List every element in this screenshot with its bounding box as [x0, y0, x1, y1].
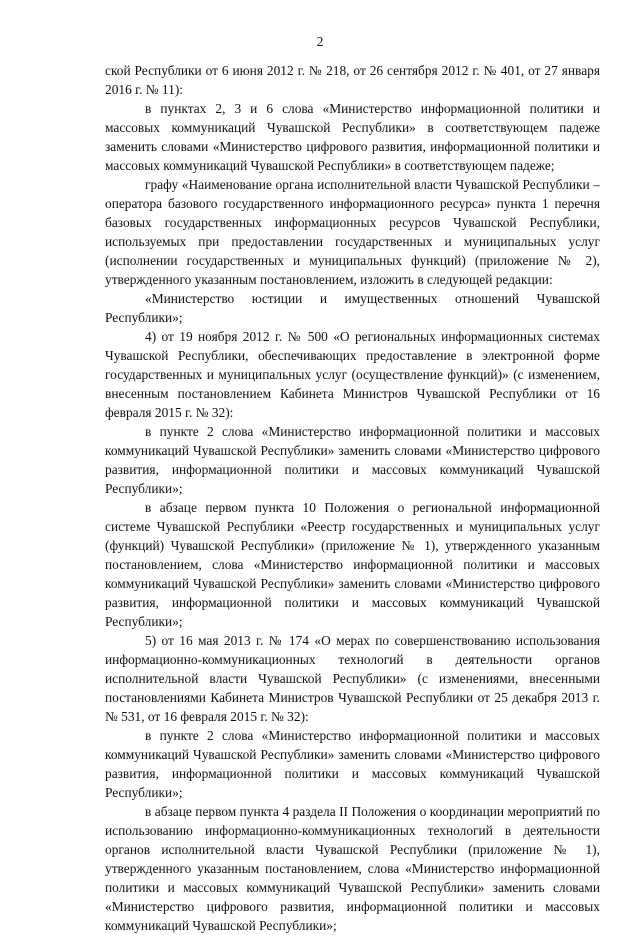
- paragraph-7: в абзаце первом пункта 10 Положения о региональной информационной системе Чувашской Республики «Реестр государственных и муниципальных услуг (функций) Чувашской Республики» (приложение № 1), утвержденного указанным постановлением, слова «Министерство информационной политики и массовых коммуникаций Чувашской Республики» заменить словами «Министерство цифрового развития, информационной политики и массовых коммуникаций Чувашской Республики»;: [105, 500, 600, 629]
- paragraph-6: в пункте 2 слова «Министерство информационной политики и массовых коммуникаций Чувашской Республики» заменить словами «Министерство цифрового развития, информационной политики и массовых коммуникаций Чувашской Республики»;: [105, 424, 600, 496]
- paragraph-5: 4) от 19 ноября 2012 г. № 500 «О региональных информационных системах Чувашской Республики, обеспечивающих предоставление в электронной форме государственных и муниципальных услуг (осуществление функций)» (с изменением, внесенным постановлением Кабинета Министров Чувашской Республики от 16 февраля 2015 г. № 32):: [105, 329, 600, 420]
- paragraph-9: в пункте 2 слова «Министерство информационной политики и массовых коммуникаций Чувашской Республики» заменить словами «Министерство цифрового развития, информационной политики и массовых коммуникаций Чувашской Республики»;: [105, 728, 600, 800]
- document-body: [105, 61, 600, 935]
- paragraph-2: в пунктах 2, 3 и 6 слова «Министерство информационной политики и массовых коммуникаций Чувашской Республики» в соответствующем падеже заменить словами «Министерство цифрового развития, информационной политики и массовых коммуникаций Чувашской Республики» в соответствующем падеже;: [105, 101, 600, 173]
- paragraph-3: графу «Наименование органа исполнительной власти Чувашской Республики – оператора базового государственного информационного ресурса» пункта 1 перечня базовых государственных информационных ресурсов Чувашской Республики, используемых при предоставлении государственных и муниципальных услуг (исполнении государственных и муниципальных функций) (приложение № 2), утвержденного указанным постановлением, изложить в следующей редакции:: [105, 177, 600, 287]
- paragraph-1: ской Республики от 6 июня 2012 г. № 218, от 26 сентября 2012 г. № 401, от 27 января 2016 г. № 11):: [105, 63, 600, 97]
- page-number: 2: [316, 34, 324, 49]
- paragraph-4: «Министерство юстиции и имущественных отношений Чувашской Республики»;: [105, 291, 600, 325]
- paragraph-10: в абзаце первом пункта 4 раздела II Положения о координации мероприятий по использованию информационно-коммуникационных технологий в деятельности органов исполнительной власти Чувашской Республики (приложение № 1), утвержденного указанным постановлением, слова «Министерство информационной политики и массовых коммуникаций Чувашской Республики» заменить словами «Министерство цифрового развития, информационной политики и массовых коммуникаций Чувашской Республики»;: [105, 804, 600, 933]
- paragraph-8: 5) от 16 мая 2013 г. № 174 «О мерах по совершенствованию использования информационно-коммуникационных технологий в деятельности органов исполнительной власти Чувашской Республики» (с изменениями, внесенными постановлениями Кабинета Министров Чувашской Республики от 25 декабря 2013 г. № 531, от 16 февраля 2015 г. № 32):: [105, 633, 600, 724]
